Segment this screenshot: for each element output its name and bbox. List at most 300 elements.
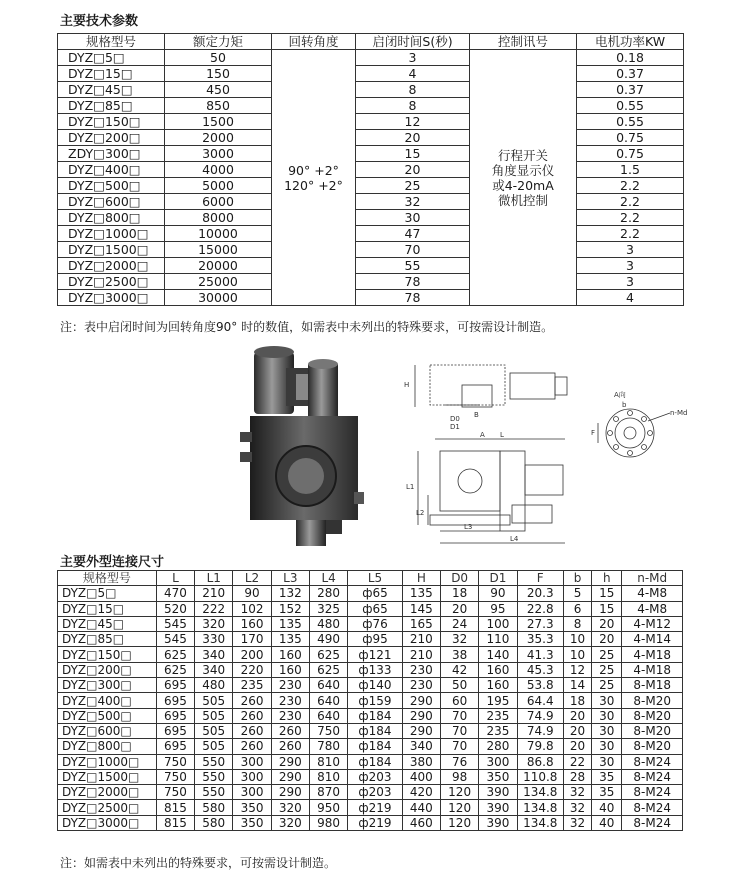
dim-cell: DYZ□200□ [58, 662, 157, 677]
dim-cell: 4-M8 [622, 586, 683, 601]
label-n-Md: n-Md [670, 409, 688, 417]
spec-cell-power: 0.37 [577, 82, 684, 98]
spec-row [58, 210, 684, 226]
dim-cell: 300 [233, 769, 271, 784]
dim-cell: 350 [233, 800, 271, 815]
dim-cell: 45.3 [517, 662, 563, 677]
dim-cell: 32 [563, 800, 591, 815]
dim-cell: DYZ□1000□ [58, 754, 157, 769]
dim-cell: 10 [563, 632, 591, 647]
dim-row [58, 800, 683, 815]
dim-cell: 32 [563, 785, 591, 800]
dim-cell: 545 [156, 632, 194, 647]
spec-cell-time: 55 [356, 258, 470, 274]
rotation-line: 120° +2° [284, 177, 343, 193]
dim-cell: 320 [195, 616, 233, 631]
dim-cell: 8-M18 [622, 678, 683, 693]
dim-cell: DYZ□500□ [58, 708, 157, 723]
dim-cell: 4-M18 [622, 647, 683, 662]
dim-cell: ф65 [348, 586, 402, 601]
dim-cell: 350 [233, 815, 271, 830]
dim-cell: 290 [271, 769, 309, 784]
dim-row [58, 586, 683, 601]
spec-cell-model: DYZ□15□ [58, 66, 165, 82]
spec-row [58, 98, 684, 114]
spec-cell-time: 8 [356, 82, 470, 98]
flange-view [590, 385, 700, 475]
dim-cell: 290 [271, 785, 309, 800]
dim-cell: 134.8 [517, 800, 563, 815]
dim-cell: 120 [440, 785, 478, 800]
dim-cell: ф133 [348, 662, 402, 677]
spec-cell-model: DYZ□400□ [58, 162, 165, 178]
dim-cell: 8-M20 [622, 693, 683, 708]
dim-cell: 35 [592, 769, 622, 784]
dim-cell: 60 [440, 693, 478, 708]
dim-cell: DYZ□1500□ [58, 769, 157, 784]
dim-cell: 25 [592, 678, 622, 693]
dim-cell: 290 [271, 754, 309, 769]
dim-cell: 32 [440, 632, 478, 647]
dim-cell: DYZ□5□ [58, 586, 157, 601]
label-B: B [474, 411, 479, 419]
dim-header-cell: D0 [440, 571, 478, 586]
dim-cell: 110.8 [517, 769, 563, 784]
dim-header-cell: n-Md [622, 571, 683, 586]
dim-cell: 30 [592, 723, 622, 738]
dim-cell: 290 [402, 723, 440, 738]
dim-header-cell: D1 [479, 571, 517, 586]
spec-cell-power: 3 [577, 242, 684, 258]
dim-cell: 625 [309, 647, 347, 662]
dim-cell: 640 [309, 693, 347, 708]
dim-cell: 580 [195, 800, 233, 815]
dim-header-cell: h [592, 571, 622, 586]
spec-header-cell: 回转角度 [272, 34, 356, 50]
dim-cell: 230 [271, 678, 309, 693]
spec-cell-power: 0.55 [577, 114, 684, 130]
dim-cell: 400 [402, 769, 440, 784]
spec-cell-power: 0.75 [577, 130, 684, 146]
spec-cell-torque: 3000 [165, 146, 272, 162]
dim-cell: 340 [402, 739, 440, 754]
spec-cell-time: 32 [356, 194, 470, 210]
dim-cell: 110 [479, 632, 517, 647]
dim-cell: DYZ□800□ [58, 739, 157, 754]
dim-header-cell: L [156, 571, 194, 586]
spec-row [58, 226, 684, 242]
dim-cell: ф184 [348, 754, 402, 769]
dim-cell: 340 [195, 647, 233, 662]
dim-cell: 20 [563, 739, 591, 754]
dim-cell: 30 [592, 754, 622, 769]
dim-cell: 135 [271, 632, 309, 647]
spec-row [58, 50, 684, 66]
spec-cell-torque: 6000 [165, 194, 272, 210]
dim-cell: 210 [402, 632, 440, 647]
dim-cell: 70 [440, 723, 478, 738]
dim-cell: ф140 [348, 678, 402, 693]
spec-cell-time: 3 [356, 50, 470, 66]
dim-cell: 12 [563, 662, 591, 677]
dim-cell: 134.8 [517, 815, 563, 830]
dim-header-cell: 规格型号 [58, 571, 157, 586]
label-L2: L2 [416, 509, 425, 517]
dim-cell: 695 [156, 708, 194, 723]
dim-cell: 41.3 [517, 647, 563, 662]
dim-cell: 505 [195, 739, 233, 754]
spec-row [58, 194, 684, 210]
dim-cell: 260 [233, 708, 271, 723]
dim-cell: 74.9 [517, 708, 563, 723]
dim-cell: 750 [156, 785, 194, 800]
dim-cell: 230 [271, 708, 309, 723]
dim-cell: 86.8 [517, 754, 563, 769]
dim-cell: 5 [563, 586, 591, 601]
dim-cell: 490 [309, 632, 347, 647]
spec-cell-power: 2.2 [577, 194, 684, 210]
dim-cell: ф76 [348, 616, 402, 631]
dim-cell: 550 [195, 769, 233, 784]
dim-cell: 120 [440, 815, 478, 830]
dim-cell: 260 [271, 739, 309, 754]
label-D1: D1 [450, 423, 460, 431]
dim-table [57, 570, 683, 831]
label-H: H [404, 381, 410, 389]
dim-cell: 132 [271, 586, 309, 601]
spec-header-cell: 启闭时间S(秒) [356, 34, 470, 50]
dim-cell: 10 [563, 647, 591, 662]
spec-cell-model: DYZ□200□ [58, 130, 165, 146]
spec-cell-time: 15 [356, 146, 470, 162]
label-A-direction: A向 [614, 391, 626, 399]
dim-header-cell: L2 [233, 571, 271, 586]
dim-cell: 815 [156, 815, 194, 830]
dim-cell: 260 [233, 723, 271, 738]
dim-cell: 340 [195, 662, 233, 677]
dim-cell: 160 [233, 616, 271, 631]
dim-cell: ф203 [348, 785, 402, 800]
spec-row [58, 178, 684, 194]
dim-cell: 145 [402, 601, 440, 616]
spec-cell-torque: 4000 [165, 162, 272, 178]
dim-cell: 25 [592, 647, 622, 662]
dim-cell: ф95 [348, 632, 402, 647]
dim-cell: 4-M12 [622, 616, 683, 631]
dim-cell: 42 [440, 662, 478, 677]
dim-cell: 230 [402, 678, 440, 693]
dim-cell: 134.8 [517, 785, 563, 800]
dim-cell: 222 [195, 601, 233, 616]
dim-cell: 390 [479, 800, 517, 815]
dim-cell: 8-M20 [622, 708, 683, 723]
dim-cell: 14 [563, 678, 591, 693]
spec-cell-torque: 450 [165, 82, 272, 98]
spec-cell-power: 2.2 [577, 210, 684, 226]
spec-cell-time: 8 [356, 98, 470, 114]
dim-cell: DYZ□15□ [58, 601, 157, 616]
spec-cell-model: DYZ□45□ [58, 82, 165, 98]
dim-cell: DYZ□300□ [58, 678, 157, 693]
dim-cell: 152 [271, 601, 309, 616]
dim-cell: ф184 [348, 723, 402, 738]
dim-cell: 505 [195, 708, 233, 723]
dim-cell: 235 [233, 678, 271, 693]
spec-row [58, 242, 684, 258]
dim-cell: 980 [309, 815, 347, 830]
spec-cell-power: 0.18 [577, 50, 684, 66]
dim-cell: 120 [440, 800, 478, 815]
dim-cell: 160 [271, 647, 309, 662]
spec-cell-model: ZDY□300□ [58, 146, 165, 162]
dim-cell: DYZ□2000□ [58, 785, 157, 800]
dim-cell: 290 [402, 708, 440, 723]
spec-cell-time: 78 [356, 290, 470, 306]
spec-row [58, 82, 684, 98]
label-L4: L4 [510, 535, 519, 543]
dim-cell: 8 [563, 616, 591, 631]
dim-cell: 300 [233, 754, 271, 769]
dim-cell: 25 [592, 662, 622, 677]
dim-row [58, 785, 683, 800]
dim-cell: 420 [402, 785, 440, 800]
dim-header-cell: L5 [348, 571, 402, 586]
dim-cell: 8-M24 [622, 800, 683, 815]
dim-row [58, 739, 683, 754]
dim-cell: 76 [440, 754, 478, 769]
dim-cell: 74.9 [517, 723, 563, 738]
dim-cell: 27.3 [517, 616, 563, 631]
dim-cell: 260 [233, 693, 271, 708]
dim-cell: 300 [233, 785, 271, 800]
dim-cell: 4-M18 [622, 662, 683, 677]
dim-cell: 390 [479, 785, 517, 800]
dim-cell: 235 [479, 723, 517, 738]
spec-cell-model: DYZ□800□ [58, 210, 165, 226]
spec-cell-model: DYZ□2500□ [58, 274, 165, 290]
dim-cell: 102 [233, 601, 271, 616]
actuator-photo [236, 340, 366, 550]
dim-cell: 220 [233, 662, 271, 677]
dim-cell: 280 [309, 586, 347, 601]
spec-row [58, 146, 684, 162]
dim-row [58, 723, 683, 738]
dim-row [58, 815, 683, 830]
dim-cell: 8-M20 [622, 723, 683, 738]
spec-cell-power: 3 [577, 258, 684, 274]
spec-cell-model: DYZ□5□ [58, 50, 165, 66]
dim-header-cell: L4 [309, 571, 347, 586]
dim-cell: 505 [195, 693, 233, 708]
spec-cell-power: 3 [577, 274, 684, 290]
spec-row [58, 130, 684, 146]
dim-cell: 28 [563, 769, 591, 784]
dim-cell: DYZ□3000□ [58, 815, 157, 830]
dim-cell: 8-M24 [622, 769, 683, 784]
dim-cell: ф203 [348, 769, 402, 784]
dim-cell: 70 [440, 739, 478, 754]
dim-header-cell: F [517, 571, 563, 586]
spec-row [58, 114, 684, 130]
dim-cell: 35.3 [517, 632, 563, 647]
dim-cell: 8-M24 [622, 754, 683, 769]
spec-cell-time: 78 [356, 274, 470, 290]
dim-cell: 640 [309, 708, 347, 723]
control-line: 角度显示仪 [491, 162, 555, 178]
spec-cell-torque: 150 [165, 66, 272, 82]
spec-cell-torque: 25000 [165, 274, 272, 290]
label-L: L [500, 431, 504, 439]
dim-title: 主要外型连接尺寸 [60, 555, 165, 570]
dim-row [58, 616, 683, 631]
spec-cell-time: 30 [356, 210, 470, 226]
spec-header-cell: 规格型号 [58, 34, 165, 50]
dim-cell: 160 [271, 662, 309, 677]
dim-cell: ф121 [348, 647, 402, 662]
dim-row [58, 708, 683, 723]
dim-cell: 550 [195, 754, 233, 769]
dim-cell: 480 [195, 678, 233, 693]
dim-cell: 780 [309, 739, 347, 754]
spec-cell-torque: 8000 [165, 210, 272, 226]
dim-cell: 750 [156, 754, 194, 769]
dim-cell: 320 [271, 815, 309, 830]
dim-row [58, 662, 683, 677]
spec-cell-model: DYZ□1000□ [58, 226, 165, 242]
dim-cell: 15 [592, 586, 622, 601]
dim-cell: 20 [592, 632, 622, 647]
dim-cell: 38 [440, 647, 478, 662]
dim-cell: 4-M8 [622, 601, 683, 616]
dim-cell: 470 [156, 586, 194, 601]
dim-cell: 810 [309, 769, 347, 784]
label-L3: L3 [464, 523, 473, 531]
dim-cell: 98 [440, 769, 478, 784]
dim-cell: 40 [592, 800, 622, 815]
spec-note: 注：表中启闭时间为回转角度90° 时的数值，如需表中未列出的特殊要求，可按需设计制造。 [60, 320, 554, 334]
spec-table [57, 33, 684, 306]
control-line: 行程开关 [497, 147, 548, 163]
dim-cell: 815 [156, 800, 194, 815]
dim-cell: 20 [592, 616, 622, 631]
dim-cell: 22 [563, 754, 591, 769]
dim-cell: ф219 [348, 800, 402, 815]
spec-row [58, 162, 684, 178]
dim-cell: 230 [402, 662, 440, 677]
spec-cell-model: DYZ□3000□ [58, 290, 165, 306]
dim-cell: 695 [156, 723, 194, 738]
spec-cell-model: DYZ□85□ [58, 98, 165, 114]
dim-cell: 350 [479, 769, 517, 784]
spec-cell-torque: 15000 [165, 242, 272, 258]
dim-cell: 160 [479, 662, 517, 677]
dim-cell: 380 [402, 754, 440, 769]
dim-cell: 460 [402, 815, 440, 830]
dim-cell: DYZ□150□ [58, 647, 157, 662]
dim-cell: 280 [479, 739, 517, 754]
dim-cell: 330 [195, 632, 233, 647]
dim-cell: 50 [440, 678, 478, 693]
dim-row [58, 632, 683, 647]
spec-cell-torque: 20000 [165, 258, 272, 274]
dim-cell: 625 [156, 647, 194, 662]
spec-cell-time: 20 [356, 130, 470, 146]
dim-cell: 210 [195, 586, 233, 601]
spec-cell-torque: 30000 [165, 290, 272, 306]
dim-cell: 20 [563, 723, 591, 738]
spec-cell-time: 12 [356, 114, 470, 130]
dim-cell: 550 [195, 785, 233, 800]
dim-cell: 53.8 [517, 678, 563, 693]
dim-note: 注：如需表中未列出的特殊要求，可按需设计制造。 [60, 856, 337, 870]
label-L1: L1 [406, 483, 415, 491]
dim-cell: 290 [402, 693, 440, 708]
dim-cell: 160 [479, 678, 517, 693]
dim-row [58, 754, 683, 769]
dim-cell: 8-M24 [622, 815, 683, 830]
spec-row [58, 274, 684, 290]
spec-cell-model: DYZ□2000□ [58, 258, 165, 274]
spec-cell-torque: 1500 [165, 114, 272, 130]
spec-cell-time: 25 [356, 178, 470, 194]
spec-cell-model: DYZ□150□ [58, 114, 165, 130]
spec-cell-model: DYZ□1500□ [58, 242, 165, 258]
spec-header-row [58, 34, 684, 50]
dim-cell: 260 [233, 739, 271, 754]
dim-cell: 100 [479, 616, 517, 631]
spec-header-cell: 额定力矩 [165, 34, 272, 50]
dim-cell: 135 [402, 586, 440, 601]
dim-cell: DYZ□45□ [58, 616, 157, 631]
spec-cell-power: 2.2 [577, 178, 684, 194]
dim-cell: 230 [271, 693, 309, 708]
dim-cell: DYZ□85□ [58, 632, 157, 647]
dim-cell: 18 [563, 693, 591, 708]
dim-cell: 640 [309, 678, 347, 693]
dim-cell: 580 [195, 815, 233, 830]
dim-cell: ф65 [348, 601, 402, 616]
dim-cell: 30 [592, 708, 622, 723]
label-A: A [480, 431, 485, 439]
spec-cell-power: 4 [577, 290, 684, 306]
dim-cell: 810 [309, 754, 347, 769]
dim-cell: 4-M14 [622, 632, 683, 647]
dim-cell: 695 [156, 739, 194, 754]
control-line: 或4-20mA [492, 177, 554, 193]
spec-cell-power: 0.75 [577, 146, 684, 162]
dim-body [58, 586, 683, 831]
dim-cell: 30 [592, 693, 622, 708]
dim-cell: 235 [479, 708, 517, 723]
spec-row [58, 290, 684, 306]
spec-cell-power: 1.5 [577, 162, 684, 178]
dim-cell: 950 [309, 800, 347, 815]
spec-cell-torque: 5000 [165, 178, 272, 194]
dim-cell: 64.4 [517, 693, 563, 708]
spec-row [58, 258, 684, 274]
dim-cell: 390 [479, 815, 517, 830]
dim-cell: 20 [440, 601, 478, 616]
label-D0: D0 [450, 415, 460, 423]
dim-cell: 625 [309, 662, 347, 677]
dim-cell: 695 [156, 678, 194, 693]
dim-cell: ф184 [348, 708, 402, 723]
spec-cell-time: 47 [356, 226, 470, 242]
dim-cell: 750 [156, 769, 194, 784]
dim-cell: 520 [156, 601, 194, 616]
dim-header-cell: L3 [271, 571, 309, 586]
spec-cell-time: 70 [356, 242, 470, 258]
